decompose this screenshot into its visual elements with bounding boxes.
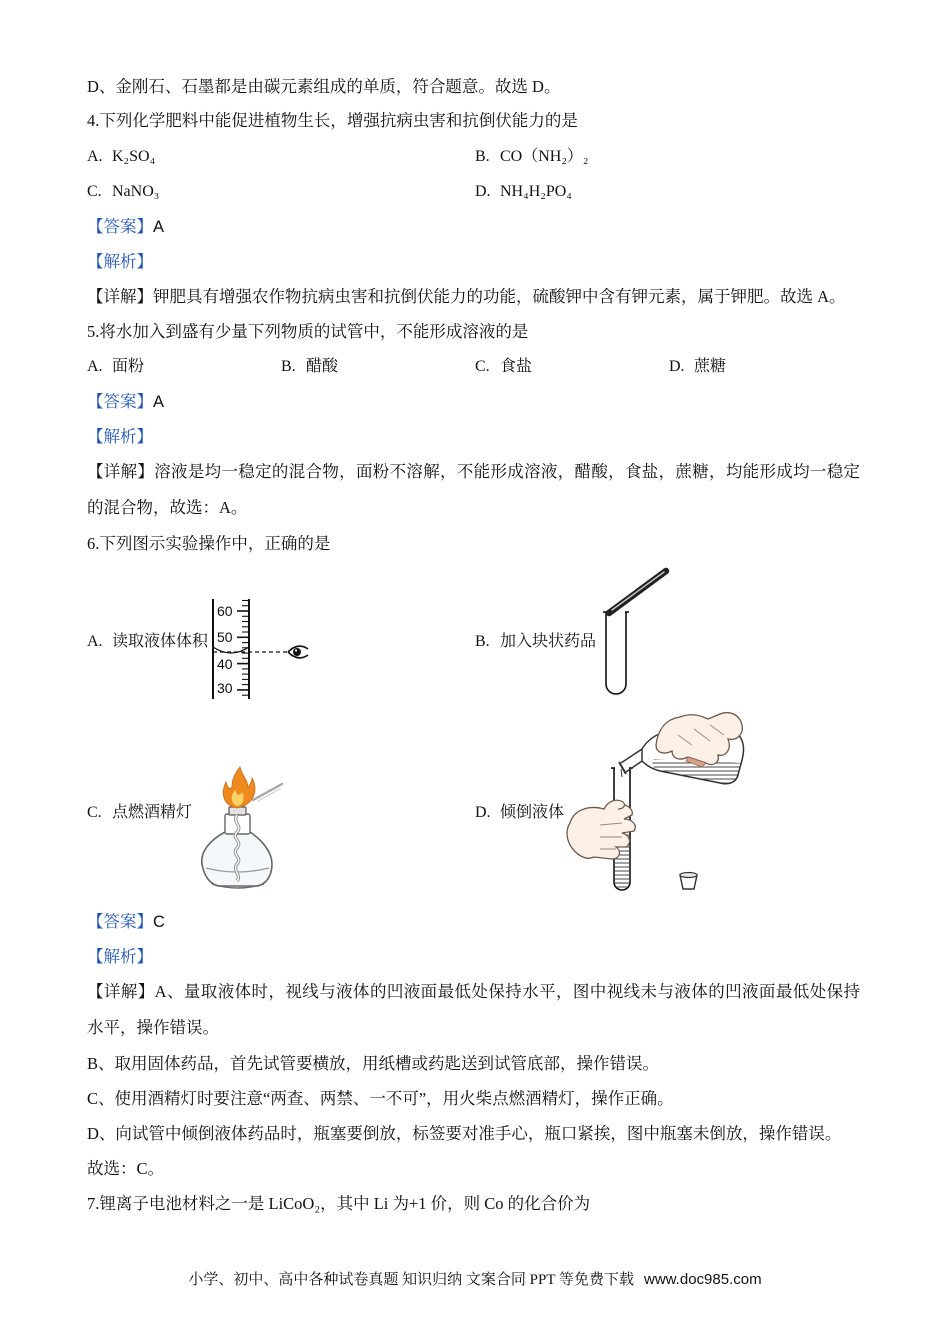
q6-detail-d: D、向试管中倾倒液体药品时，瓶塞要倒放，标签要对准手心，瓶口紧挨，图中瓶塞未倒放，操作错误。 xyxy=(87,1124,842,1143)
option-text: 食盐 xyxy=(500,358,533,375)
option-text: NH₄H₂PO₄ xyxy=(500,183,572,200)
q4-stem: 4.下列化学肥料中能促进植物生长，增强抗病虫害和抗倒伏能力的是 xyxy=(87,111,578,130)
eye-pupil xyxy=(293,648,301,656)
q4-option-d xyxy=(475,182,572,202)
footer-text: 小学、初中、高中各种试卷真题 知识归纳 文案合同 PPT 等免费下载 xyxy=(188,1272,635,1288)
q5-option-c xyxy=(475,357,532,377)
option-label: D. xyxy=(475,804,491,821)
hand-thumb xyxy=(604,800,624,809)
q7-stem: 7.锂离子电池材料之一是 LiCoO₂，其中 Li 为+1 价，则 Co 的化合价为 xyxy=(87,1194,591,1213)
option-text: 倾倒液体 xyxy=(500,804,565,821)
page-footer xyxy=(0,1270,950,1290)
q5-option-d xyxy=(669,357,726,377)
scale-label-50: 50 xyxy=(217,629,233,645)
q6-option-b xyxy=(475,632,596,652)
graduated-cylinder-figure xyxy=(200,595,315,705)
q5-stem: 5.将水加入到盛有少量下列物质的试管中，不能形成溶液的是 xyxy=(87,322,529,341)
answer-value: A xyxy=(153,218,165,236)
option-text: 读取液体体积 xyxy=(112,633,209,650)
bottle-mouth xyxy=(619,762,626,774)
q4-analysis-tag: 【解析】 xyxy=(87,252,153,271)
q5-option-a xyxy=(87,357,144,377)
q6-answer xyxy=(87,912,165,932)
scale-label-30: 30 xyxy=(217,680,233,696)
match-stick xyxy=(253,784,282,800)
option-label: C. xyxy=(87,183,102,200)
option-text: NaNO₃ xyxy=(112,183,160,200)
q6-option-c xyxy=(87,803,192,823)
option-label: D. xyxy=(475,183,491,200)
option-label: D. xyxy=(669,358,685,375)
option-label: A. xyxy=(87,358,103,375)
option-text: 面粉 xyxy=(112,358,145,375)
q4-option-c xyxy=(87,182,159,202)
detail-text: 溶液是均一稳定的混合物，面粉不溶解，不能形成溶液，醋酸，食盐，蔗糖，均能形成均一稳定 xyxy=(154,462,861,481)
footer-url: www.doc985.com xyxy=(644,1271,762,1288)
test-tube xyxy=(606,612,626,694)
alcohol-lamp-figure xyxy=(190,760,290,895)
tweezers-highlight xyxy=(612,572,664,610)
pour-stream xyxy=(621,769,622,777)
q6-detail-b: B、取用固体药品，首先试管要横放，用纸槽或药匙送到试管底部，操作错误。 xyxy=(87,1054,660,1073)
q6-analysis-tag: 【解析】 xyxy=(87,947,153,966)
stopper-top xyxy=(680,873,697,878)
q4-option-a xyxy=(87,147,155,167)
option-label: A. xyxy=(87,633,103,650)
q5-detail-line-1 xyxy=(87,462,860,482)
q6-option-a xyxy=(87,632,208,652)
answer-tag: 【答案】 xyxy=(87,392,153,411)
test-tube-solid-figure xyxy=(595,560,675,700)
q6-conclusion: 故选：C。 xyxy=(87,1159,165,1178)
detail-tag: 【详解】 xyxy=(87,287,153,306)
answer-value: A xyxy=(153,393,165,411)
pouring-liquid-figure xyxy=(560,705,750,895)
q6-detail-a-line-1 xyxy=(87,982,860,1002)
q5-analysis-tag: 【解析】 xyxy=(87,427,153,446)
detail-tag: 【详解】 xyxy=(87,462,155,481)
option-text: 醋酸 xyxy=(306,358,339,375)
q5-detail-line-2: 的混合物，故选：A。 xyxy=(87,498,248,517)
option-text: 蔗糖 xyxy=(694,358,727,375)
scale-label-60: 60 xyxy=(217,603,233,619)
q6-stem: 6.下列图示实验操作中，正确的是 xyxy=(87,534,331,553)
eye-highlight xyxy=(295,649,297,651)
option-label: B. xyxy=(475,148,490,165)
q6-detail-c: C、使用酒精灯时要注意“两查、两禁、一不可”，用火柴点燃酒精灯，操作正确。 xyxy=(87,1089,674,1108)
q4-detail xyxy=(87,287,846,307)
q5-answer xyxy=(87,392,164,412)
bottle-neck xyxy=(621,749,642,772)
option-text: 加入块状药品 xyxy=(500,633,597,650)
q5-option-b xyxy=(281,357,338,377)
scale-label-40: 40 xyxy=(217,656,233,672)
q4-option-b xyxy=(475,147,589,167)
detail-tag: 【详解】 xyxy=(87,982,155,1001)
eye-icon xyxy=(288,646,308,658)
detail-text: 钾肥具有增强农作物抗病虫害和抗倒伏能力的功能，硫酸钾中含有钾元素，属于钾肥。故选 A。 xyxy=(153,287,846,306)
answer-tag: 【答案】 xyxy=(87,217,153,236)
option-label: B. xyxy=(281,358,296,375)
answer-value: C xyxy=(153,913,165,931)
q6-option-d xyxy=(475,803,564,823)
q6-detail-a-line-2: 水平，操作错误。 xyxy=(87,1018,219,1037)
option-label: A. xyxy=(87,148,103,165)
option-text: K₂SO₄ xyxy=(112,148,156,165)
answer-tag: 【答案】 xyxy=(87,912,153,931)
option-label: B. xyxy=(475,633,490,650)
q4-answer xyxy=(87,217,164,237)
option-text: CO（NH₂）₂ xyxy=(500,148,589,165)
detail-text: A、量取液体时，视线与液体的凹液面最低处保持水平，图中视线未与液体的凹液面最低处保持 xyxy=(154,982,860,1001)
option-text: 点燃酒精灯 xyxy=(112,804,193,821)
option-label: C. xyxy=(475,358,490,375)
option-label: C. xyxy=(87,804,102,821)
prev-explanation-d: D、金刚石、石墨都是由碳元素组成的单质，符合题意。故选 D。 xyxy=(87,77,561,96)
